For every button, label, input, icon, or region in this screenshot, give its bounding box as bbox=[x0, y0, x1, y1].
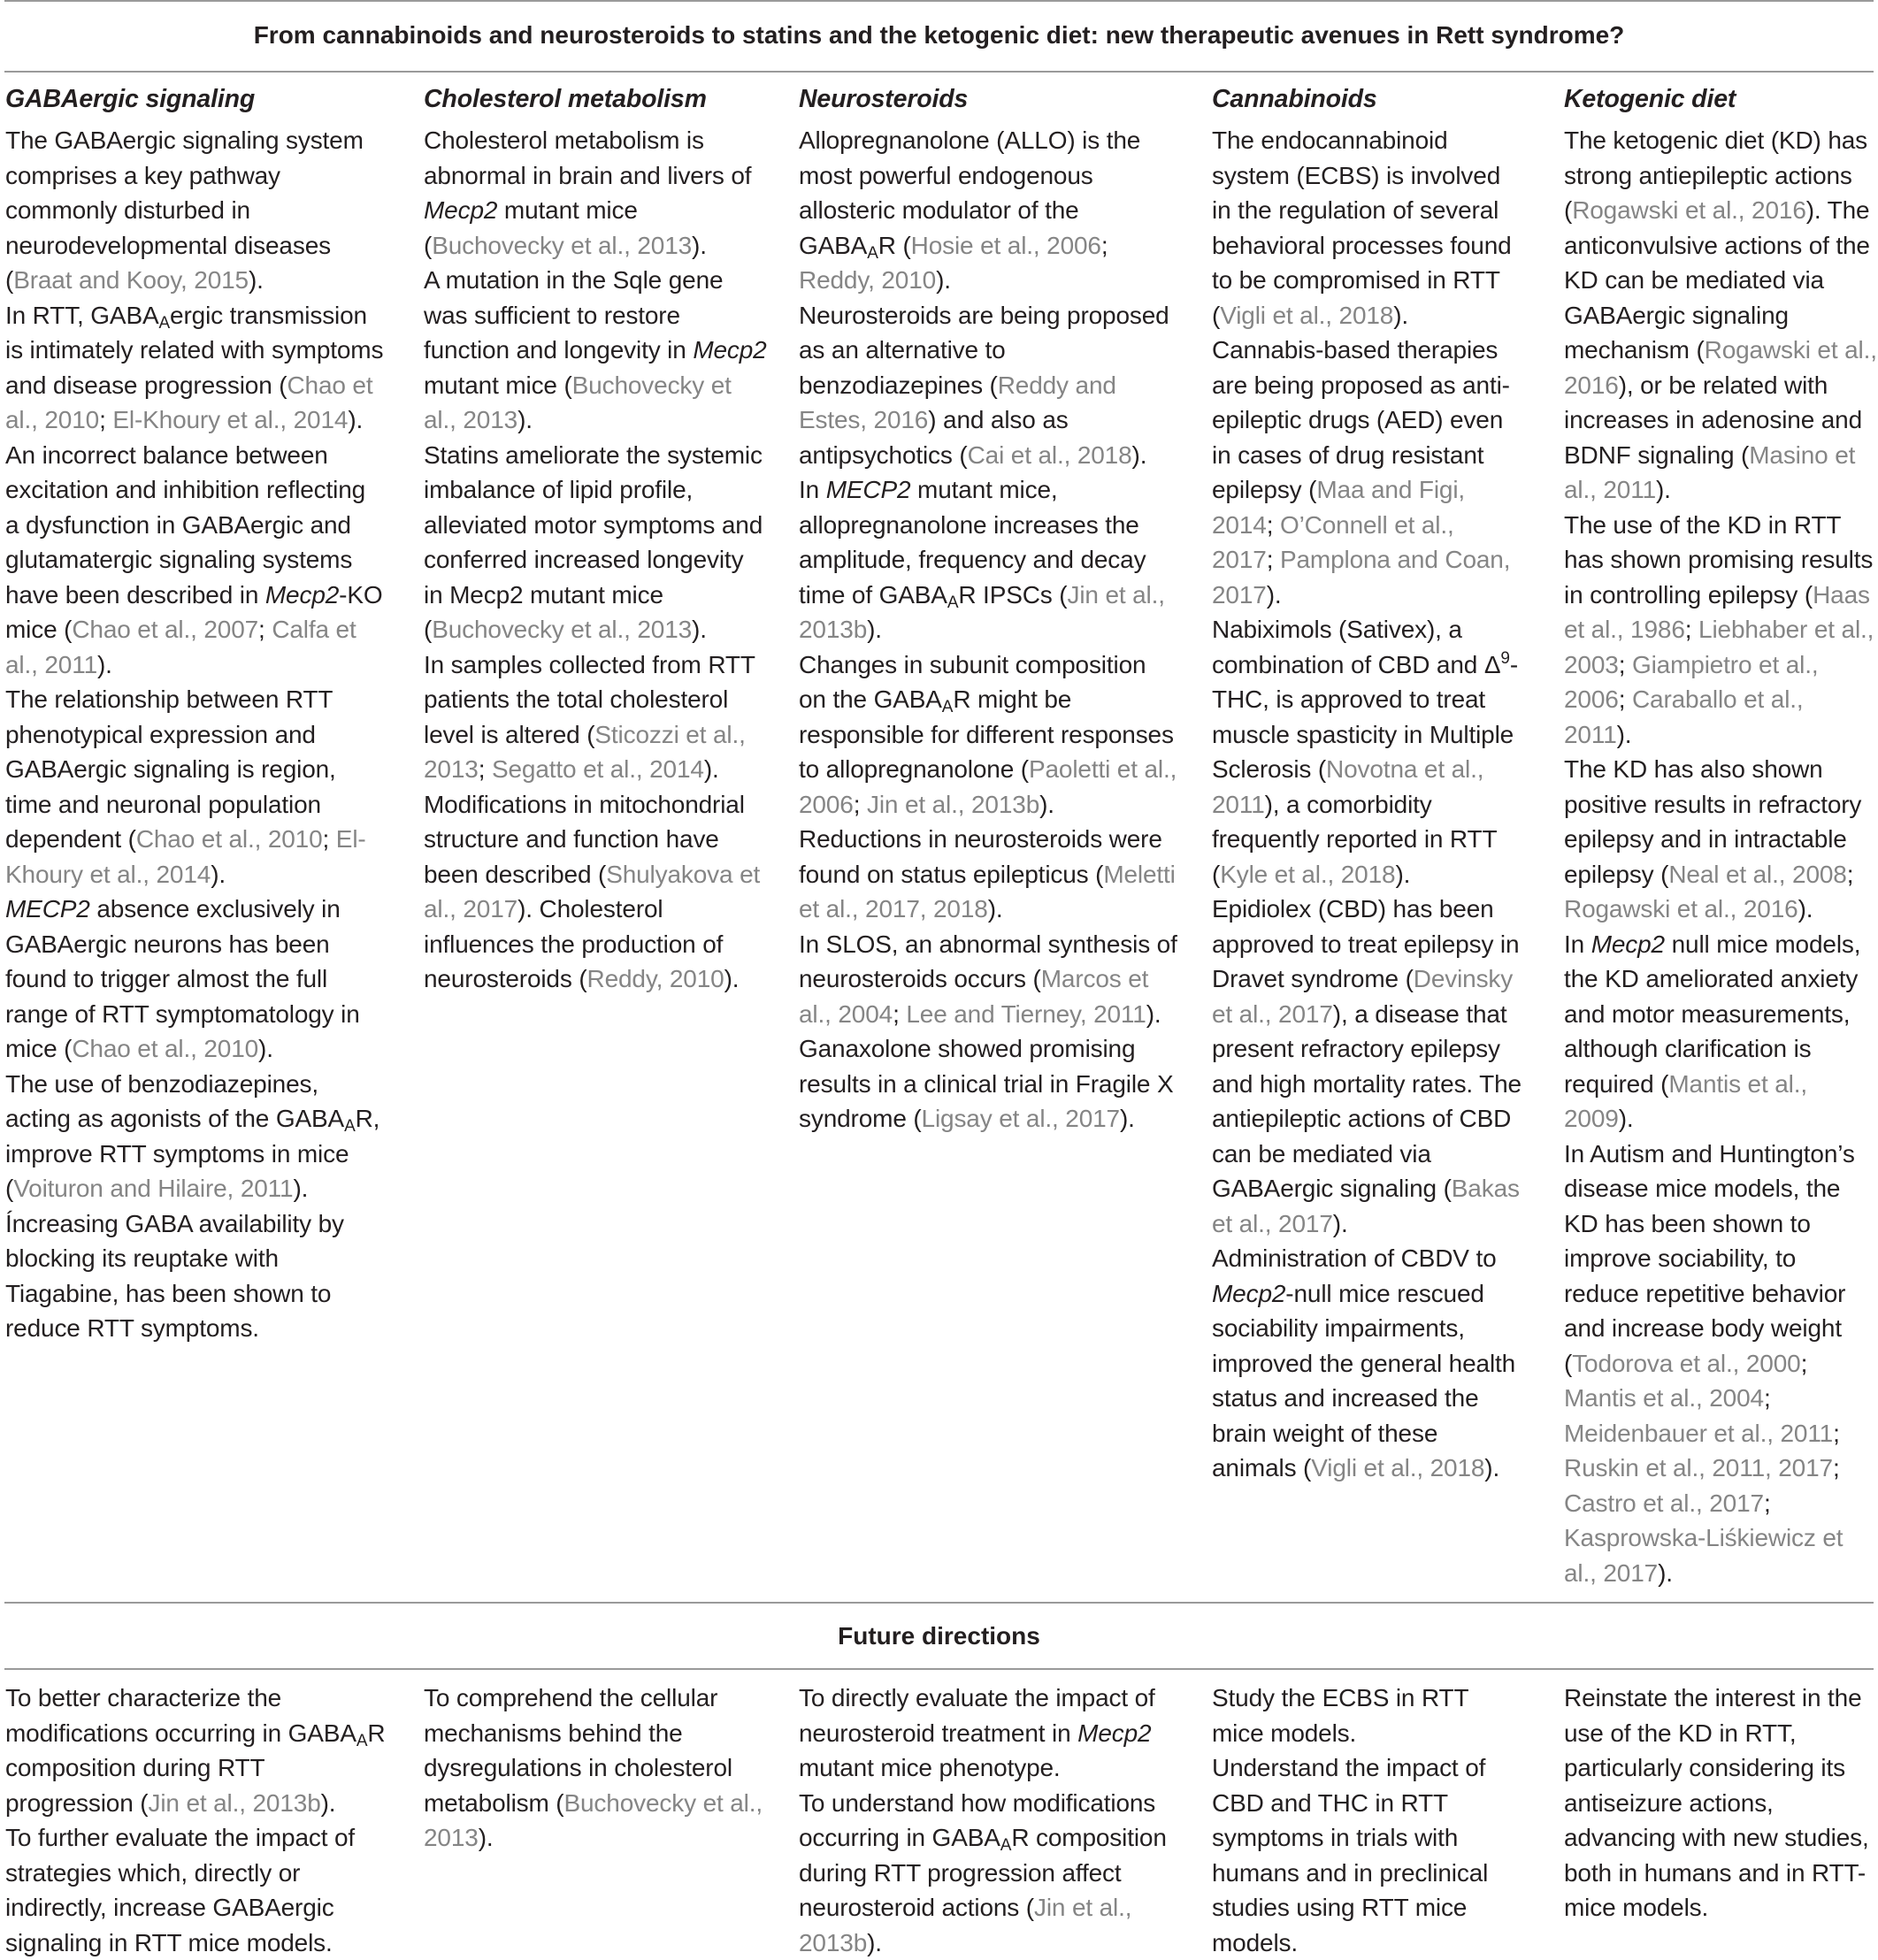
future-bottom-rule bbox=[4, 1668, 1874, 1670]
text-run: The KD has also shown positive results in refractory epilepsy and in intractable epilepsy ( bbox=[1564, 755, 1862, 888]
citation-link[interactable]: Meletti et al., 2017, 2018 bbox=[799, 860, 1176, 923]
column-cannabinoids bbox=[1212, 81, 1522, 1486]
text-run: ). bbox=[97, 650, 112, 678]
text-run: To comprehend the cellular mechanisms behind the dysregulations in cholesterol metabolism ( bbox=[424, 1684, 732, 1817]
text-run: Modifications in mitochondrial structure and function have been described ( bbox=[424, 790, 745, 888]
text-run: R composition during RTT progression ( bbox=[5, 1719, 386, 1817]
text-run: ), or be related with increases in adenosine and BDNF signaling ( bbox=[1564, 371, 1863, 469]
text-run: ; bbox=[478, 755, 492, 783]
future-item bbox=[424, 1681, 769, 1856]
gene-name: Mecp2 bbox=[1591, 930, 1665, 958]
column-body bbox=[799, 1681, 1179, 1960]
citation-link[interactable]: Mantis et al., 2004 bbox=[1564, 1384, 1764, 1412]
text-run: Neurosteroids are being proposed as an alternative to benzodiazepines ( bbox=[799, 301, 1169, 399]
column-body bbox=[1564, 123, 1877, 1590]
text-run: R IPSCs ( bbox=[958, 580, 1068, 609]
column-body bbox=[5, 1681, 386, 1960]
citation-link[interactable]: Rogawski et al., 2016 bbox=[1572, 196, 1806, 224]
text-run: ). bbox=[1332, 1209, 1348, 1237]
subscript: A bbox=[344, 1117, 356, 1136]
citation-link[interactable]: El-Khoury et al., 2014 bbox=[112, 406, 349, 433]
finding-item bbox=[1212, 123, 1522, 333]
text-run: ). bbox=[987, 895, 1003, 923]
finding-item bbox=[424, 438, 769, 647]
column-body bbox=[1212, 1681, 1522, 1960]
citation-link[interactable]: Reddy, 2010 bbox=[586, 965, 724, 992]
finding-item bbox=[799, 298, 1179, 473]
citation-link[interactable]: Mantis et al., 2009 bbox=[1564, 1069, 1807, 1132]
text-run: ; bbox=[258, 616, 272, 643]
gene-name: Mecp2 bbox=[693, 336, 767, 364]
subscript: A bbox=[158, 313, 171, 333]
citation-link[interactable]: Vigli et al., 2018 bbox=[1311, 1454, 1485, 1481]
text-run: mutant mice, allopregnanolone increases the amplitude, frequency and decay time of GABA bbox=[799, 476, 1146, 609]
text-run: To better characterize the modifications occurring in GABA bbox=[5, 1684, 356, 1747]
column-heading: Neurosteroids bbox=[799, 85, 969, 113]
finding-item bbox=[799, 927, 1179, 1137]
finding-item bbox=[1212, 333, 1522, 612]
text-run: mutant mice ( bbox=[424, 196, 638, 259]
text-run: ). bbox=[1798, 895, 1813, 923]
text-run: ; bbox=[1684, 616, 1699, 643]
future-item bbox=[5, 1820, 386, 1960]
text-run: mutant mice ( bbox=[424, 371, 572, 399]
text-run: -THC, is approved to treat muscle spasticity in Multiple Sclerosis ( bbox=[1212, 650, 1518, 783]
text-run: ). bbox=[348, 406, 364, 433]
future-top-rule bbox=[4, 1602, 1874, 1604]
citation-link[interactable]: Devinsky et al., 2017 bbox=[1212, 965, 1514, 1028]
text-run: ). bbox=[478, 1824, 494, 1851]
citation-link[interactable]: Jin et al., 2013b bbox=[866, 790, 1040, 818]
citation-link[interactable]: Chao et al., 2010 bbox=[5, 371, 373, 433]
text-run: ; bbox=[893, 999, 907, 1028]
text-run: ). bbox=[258, 1035, 273, 1062]
citation-link[interactable]: O’Connell et al., 2017 bbox=[1212, 510, 1454, 573]
text-run: ). bbox=[1484, 1454, 1500, 1481]
gene-name: Mecp2 bbox=[264, 580, 340, 609]
text-run: The ketogenic diet (KD) has strong antiepileptic actions ( bbox=[1564, 126, 1868, 224]
text-run: In samples collected from RTT patients the total cholesterol level is altered ( bbox=[424, 650, 755, 748]
text-run: ), a disease that present refractory epilepsy and high mortality rates. The antiepileptic actions of CBD can be mediated via GABAergic signaling ( bbox=[1212, 999, 1522, 1202]
text-run: ). bbox=[724, 965, 740, 992]
column-body bbox=[799, 123, 1179, 1137]
citation-link[interactable]: Ligsay et al., 2017 bbox=[921, 1105, 1120, 1132]
finding-item bbox=[1212, 892, 1522, 1241]
text-run: Administration of CBDV to bbox=[1212, 1244, 1497, 1272]
text-run: Study the ECBS in RTT mice models. bbox=[1212, 1684, 1468, 1747]
text-run: ). bbox=[293, 1175, 309, 1202]
text-run: ). bbox=[1119, 1105, 1135, 1132]
finding-item bbox=[1212, 612, 1522, 892]
text-run: ; bbox=[1100, 231, 1108, 259]
top-rule bbox=[4, 0, 1874, 2]
citation-link[interactable]: Segatto et al., 2014 bbox=[491, 755, 704, 783]
text-run: Cannabis-based therapies are being proposed as anti-epileptic drugs (AED) even in cases of drug resistant epilepsy ( bbox=[1212, 336, 1510, 503]
text-run: ; bbox=[1832, 1454, 1840, 1481]
citation-link[interactable]: Jin et al., 2013b bbox=[148, 1788, 321, 1817]
citation-link[interactable]: Giampietro et al., 2006 bbox=[1564, 650, 1819, 713]
finding-item bbox=[5, 1206, 386, 1346]
text-run: In Autism and Huntington’s disease mice models, the KD has been shown to improve sociability, to reduce repetitive behavior and increase body weight ( bbox=[1564, 1139, 1855, 1377]
citation-link[interactable]: Kasprowska-Liśkiewicz et al., 2017 bbox=[1564, 1524, 1844, 1587]
gene-name: Mecp2 bbox=[1212, 1279, 1286, 1307]
text-run: An incorrect balance between excitation and inhibition reflecting a dysfunction in GABAergic and glutamatergic signaling systems have been described in bbox=[5, 440, 366, 609]
text-run: In bbox=[1564, 930, 1591, 958]
citation-link[interactable]: Lee and Tierney, 2011 bbox=[906, 999, 1146, 1028]
column-heading: Ketogenic diet bbox=[1564, 85, 1736, 113]
text-run: The endocannabinoid system (ECBS) is involved in the regulation of several behavioral processes found to be compromised in RTT ( bbox=[1212, 126, 1512, 329]
text-run: ). bbox=[1395, 860, 1411, 888]
citation-link[interactable]: Buchovecky et al., 2013 bbox=[424, 1788, 763, 1851]
text-run: ). bbox=[692, 616, 707, 643]
citation-link[interactable]: Calfa et al., 2011 bbox=[5, 616, 356, 678]
finding-item bbox=[424, 647, 769, 787]
text-run: ). bbox=[1131, 440, 1147, 469]
citation-link[interactable]: Reddy and Estes, 2016 bbox=[799, 371, 1116, 433]
text-run: -KO mice ( bbox=[5, 580, 383, 643]
text-run: ) and also as antipsychotics ( bbox=[799, 406, 1069, 469]
table-title: From cannabinoids and neurosteroids to statins and the ketogenic diet: new therapeutic avenues in Rett syndrome? bbox=[253, 21, 1625, 49]
citation-link[interactable]: Voituron and Hilaire, 2011 bbox=[13, 1175, 294, 1202]
superscript: 9 bbox=[1500, 648, 1510, 668]
text-run: Reductions in neurosteroids were found on status epilepticus ( bbox=[799, 825, 1162, 888]
finding-item bbox=[424, 263, 769, 438]
text-run: ; bbox=[1618, 650, 1632, 678]
text-run: R, improve RTT symptoms in mice ( bbox=[5, 1105, 380, 1202]
text-run: ). bbox=[1393, 301, 1409, 329]
finding-item bbox=[5, 298, 386, 438]
text-run: ), a comorbidity frequently reported in RTT ( bbox=[1212, 790, 1497, 888]
finding-item bbox=[1564, 123, 1877, 508]
finding-item bbox=[424, 123, 769, 263]
title-rule bbox=[4, 71, 1874, 73]
column-neurosteroids bbox=[799, 81, 1179, 1137]
future-item bbox=[799, 1786, 1179, 1960]
subscript: A bbox=[356, 1731, 368, 1750]
column-body bbox=[5, 123, 386, 1346]
text-run: absence exclusively in GABAergic neurons has been found to trigger almost the full range of RTT symptomatology in mice ( bbox=[5, 895, 360, 1062]
finding-item bbox=[5, 892, 386, 1067]
column-body bbox=[424, 123, 769, 997]
citation-link[interactable]: Hosie et al., 2006 bbox=[910, 231, 1101, 259]
citation-link[interactable]: Pamplona and Coan, 2017 bbox=[1212, 546, 1511, 609]
future-neurosteroids bbox=[799, 1681, 1179, 1960]
text-run: mutant mice phenotype. bbox=[799, 1754, 1061, 1781]
text-run: The relationship between RTT phenotypical expression and GABAergic signaling is region, time and neuronal population dependent ( bbox=[5, 685, 336, 853]
text-run: Nabiximols (Sativex), a combination of CBD and Δ bbox=[1212, 616, 1501, 678]
finding-item bbox=[799, 472, 1179, 647]
text-run: Cholesterol metabolism is abnormal in brain and livers of bbox=[424, 126, 752, 189]
citation-link[interactable]: Jin et al., 2013b bbox=[799, 580, 1165, 643]
text-run: ). bbox=[248, 266, 264, 294]
citation-link[interactable]: Chao et al., 2010 bbox=[72, 1035, 259, 1062]
text-run: Understand the impact of CBD and THC in RTT symptoms in trials with humans and in preclinical studies using RTT mice models. bbox=[1212, 1754, 1489, 1956]
citation-link[interactable]: Jin et al., 2013b bbox=[799, 1894, 1132, 1956]
text-run: Statins ameliorate the systemic imbalance of lipid profile, alleviated motor symptoms and conferred increased longevity in Mecp2 mutant mice ( bbox=[424, 440, 763, 643]
subscript: A bbox=[941, 698, 954, 716]
future-ketogenic bbox=[1564, 1681, 1877, 1926]
future-gabaergic bbox=[5, 1681, 386, 1960]
citation-link[interactable]: Masino et al., 2011 bbox=[1564, 440, 1856, 503]
text-run: To understand how modifications occurring in GABA bbox=[799, 1788, 1156, 1851]
text-run: The GABAergic signaling system comprises a key pathway commonly disturbed in neurodevelopmental diseases ( bbox=[5, 126, 364, 294]
text-run: To further evaluate the impact of strategies which, directly or indirectly, increase GABAergic signaling in RTT mice models. bbox=[5, 1824, 356, 1956]
future-item bbox=[1564, 1681, 1877, 1926]
citation-link[interactable]: Paoletti et al., 2006 bbox=[799, 755, 1177, 818]
citation-link[interactable]: Maa and Figi, 2014 bbox=[1212, 476, 1466, 539]
text-run: ). bbox=[1658, 1558, 1673, 1587]
citation-link[interactable]: Bakas et al., 2017 bbox=[1212, 1175, 1520, 1237]
text-run: null mice models, the KD ameliorated anxiety and motor measurements, although clarification is required ( bbox=[1564, 930, 1861, 1098]
text-run: ; bbox=[853, 790, 867, 818]
text-run: ). bbox=[1616, 720, 1632, 748]
text-run: To directly evaluate the impact of neurosteroid treatment in bbox=[799, 1684, 1155, 1747]
text-run: ; bbox=[1266, 510, 1280, 539]
citation-link[interactable]: Liebhaber et al., 2003 bbox=[1564, 616, 1874, 678]
finding-item bbox=[5, 1067, 386, 1206]
text-run: ; bbox=[99, 406, 113, 433]
text-run: ). bbox=[320, 1788, 336, 1817]
finding-item bbox=[5, 438, 386, 683]
citation-link[interactable]: Chao et al., 2007 bbox=[72, 616, 259, 643]
citation-link[interactable]: Caraballo et al., 2011 bbox=[1564, 685, 1804, 748]
citation-link[interactable]: Sticozzi et al., 2013 bbox=[424, 720, 746, 783]
finding-item bbox=[5, 123, 386, 298]
text-run: R ( bbox=[878, 231, 911, 259]
gene-name: Mecp2 bbox=[424, 196, 498, 224]
text-run: ). bbox=[867, 616, 882, 643]
citation-link[interactable]: Rogawski et al., 2016 bbox=[1564, 895, 1798, 923]
column-gabaergic bbox=[5, 81, 386, 1346]
finding-item bbox=[1212, 1241, 1522, 1486]
text-run: ). bbox=[1618, 1105, 1634, 1132]
future-item bbox=[5, 1681, 386, 1820]
text-run: ergic transmission is intimately related with symptoms and disease progression ( bbox=[5, 301, 384, 399]
citation-link[interactable]: Kyle et al., 2018 bbox=[1220, 860, 1396, 888]
text-run: ; bbox=[1763, 1489, 1771, 1517]
text-run: ; bbox=[1266, 546, 1280, 573]
finding-item bbox=[1564, 1137, 1877, 1591]
text-run: ; bbox=[1763, 1384, 1771, 1412]
text-run: Íncreasing GABA availability by blocking its reuptake with Tiagabine, has been shown to reduce RTT symptoms. bbox=[5, 1209, 344, 1342]
text-run: ). bbox=[1266, 580, 1282, 609]
citation-link[interactable]: El-Khoury et al., 2014 bbox=[5, 825, 366, 888]
future-directions-title: Future directions bbox=[838, 1622, 1040, 1650]
finding-item bbox=[424, 787, 769, 997]
text-run: ; bbox=[1800, 1349, 1808, 1377]
text-run: Allopregnanolone (ALLO) is the most powerful endogenous allosteric modulator of the GABA bbox=[799, 126, 1141, 259]
citation-link[interactable]: Todorova et al., 2000 bbox=[1572, 1349, 1801, 1377]
text-run: In bbox=[799, 476, 826, 503]
citation-link[interactable]: Chao et al., 2010 bbox=[135, 825, 323, 853]
text-run: ; bbox=[1846, 860, 1854, 888]
text-run: The use of the KD in RTT has shown promising results in controlling epilepsy ( bbox=[1564, 510, 1874, 609]
finding-item bbox=[799, 647, 1179, 823]
text-run: The use of benzodiazepines, acting as agonists of the GABA bbox=[5, 1069, 345, 1132]
text-run: ). bbox=[867, 1928, 882, 1956]
citation-link[interactable]: Haas et al., 1986 bbox=[1564, 580, 1870, 643]
gene-name: MECP2 bbox=[825, 476, 911, 503]
future-item bbox=[799, 1681, 1179, 1786]
column-heading: Cholesterol metabolism bbox=[424, 85, 707, 113]
finding-item bbox=[1564, 752, 1877, 927]
citation-link[interactable]: Ruskin et al., 2011, 2017 bbox=[1564, 1454, 1833, 1481]
subscript: A bbox=[867, 243, 878, 263]
citation-link[interactable]: Cai et al., 2018 bbox=[967, 440, 1132, 469]
citation-link[interactable]: Buchovecky et al., 2013 bbox=[432, 616, 693, 643]
text-run: R composition during RTT progression affect neurosteroid actions ( bbox=[799, 1824, 1167, 1921]
future-cholesterol bbox=[424, 1681, 769, 1856]
future-cannabinoids bbox=[1212, 1681, 1522, 1960]
gene-name: Mecp2 bbox=[1077, 1719, 1152, 1747]
text-run: ). Cholesterol influences the production of neurosteroids ( bbox=[424, 895, 724, 992]
text-run: ). bbox=[211, 860, 226, 888]
citation-link[interactable]: Rogawski et al., 2016 bbox=[1564, 336, 1877, 399]
future-item bbox=[1212, 1681, 1522, 1750]
column-cholesterol bbox=[424, 81, 769, 997]
text-run: Changes in subunit composition on the GABA bbox=[799, 650, 1146, 713]
future-item bbox=[1212, 1750, 1522, 1960]
citation-link[interactable]: Vigli et al., 2018 bbox=[1220, 301, 1394, 329]
citation-link[interactable]: Novotna et al., 2011 bbox=[1212, 755, 1484, 818]
text-run: ; bbox=[1833, 1419, 1840, 1447]
citation-link[interactable]: Castro et al., 2017 bbox=[1564, 1489, 1764, 1517]
column-heading: Cannabinoids bbox=[1212, 85, 1377, 113]
text-run: ). bbox=[936, 266, 951, 294]
text-run: ; bbox=[1618, 685, 1632, 713]
text-run: Epidiolex (CBD) has been approved to treat epilepsy in Dravet syndrome ( bbox=[1212, 895, 1520, 992]
gene-name: MECP2 bbox=[5, 895, 90, 923]
text-run: ). Ganaxolone showed promising results in a clinical trial in Fragile X syndrome ( bbox=[799, 999, 1174, 1132]
citation-link[interactable]: Buchovecky et al., 2013 bbox=[424, 371, 732, 433]
text-run: In RTT, GABA bbox=[5, 301, 159, 329]
text-run: ). bbox=[517, 406, 533, 433]
citation-link[interactable]: Braat and Kooy, 2015 bbox=[13, 266, 249, 294]
text-run: A mutation in the Sqle gene was sufficient to restore function and longevity in bbox=[424, 266, 724, 364]
subscript: A bbox=[1000, 1836, 1012, 1855]
text-run: In SLOS, an abnormal synthesis of neurosteroids occurs ( bbox=[799, 930, 1177, 992]
citation-link[interactable]: Shulyakova et al., 2017 bbox=[424, 860, 761, 923]
column-body bbox=[424, 1681, 769, 1856]
column-heading: GABAergic signaling bbox=[5, 85, 256, 113]
text-run: ; bbox=[322, 825, 336, 853]
citation-link[interactable]: Neal et al., 2008 bbox=[1668, 860, 1847, 888]
citation-link[interactable]: Meidenbauer et al., 2011 bbox=[1564, 1419, 1834, 1447]
finding-item bbox=[799, 822, 1179, 927]
text-run: -null mice rescued sociability impairments, improved the general health status and increased the brain weight of these animals ( bbox=[1212, 1279, 1516, 1481]
finding-item bbox=[5, 682, 386, 892]
finding-item bbox=[1564, 508, 1877, 753]
finding-item bbox=[799, 123, 1179, 298]
column-body bbox=[1564, 1681, 1877, 1926]
text-run: Reinstate the interest in the use of the KD in RTT, particularly considering its antiseizure actions, advancing with new studies, both in humans and in RTT-mice models. bbox=[1564, 1684, 1869, 1921]
text-run: ). bbox=[703, 755, 719, 783]
column-ketogenic bbox=[1564, 81, 1877, 1590]
citation-link[interactable]: Marcos et al., 2004 bbox=[799, 965, 1149, 1028]
text-run: R might be responsible for different responses to allopregnanolone ( bbox=[799, 685, 1174, 783]
text-run: ). bbox=[1656, 476, 1671, 503]
finding-item bbox=[1564, 927, 1877, 1137]
citation-link[interactable]: Reddy, 2010 bbox=[799, 266, 937, 294]
text-run: ). bbox=[1039, 790, 1054, 818]
text-run: ). The anticonvulsive actions of the KD can be mediated via GABAergic signaling mechanism ( bbox=[1564, 196, 1870, 364]
subscript: A bbox=[947, 593, 959, 612]
citation-link[interactable]: Buchovecky et al., 2013 bbox=[432, 231, 693, 259]
text-run: ). bbox=[692, 231, 707, 259]
column-body bbox=[1212, 123, 1522, 1486]
